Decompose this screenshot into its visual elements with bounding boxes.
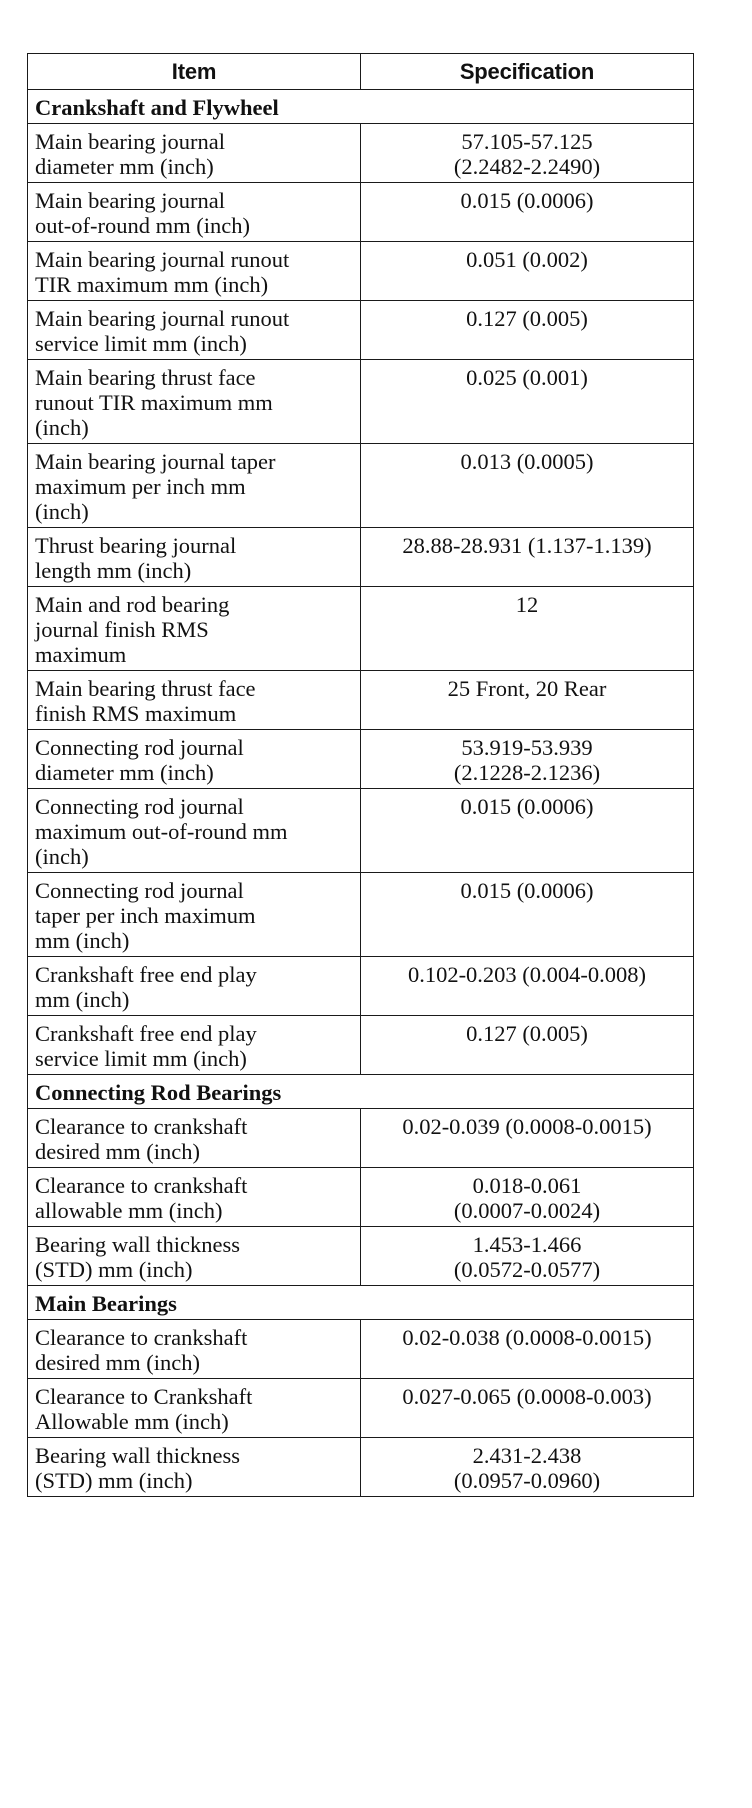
- item-cell: [28, 1320, 361, 1379]
- spec-line: 0.02-0.038 (0.0008-0.0015): [402, 1325, 652, 1350]
- item-cell: [28, 1379, 361, 1438]
- table-row: [28, 1168, 694, 1227]
- item-cell: [28, 1168, 361, 1227]
- item-cell: [28, 1438, 361, 1497]
- item-line: mm (inch): [35, 987, 130, 1012]
- item-cell: [28, 789, 361, 873]
- table-row: [28, 1438, 694, 1497]
- spec-line: 0.051 (0.002): [466, 247, 588, 272]
- item-line: Clearance to crankshaft: [35, 1114, 248, 1139]
- table-row: [28, 873, 694, 957]
- item-line: desired mm (inch): [35, 1139, 200, 1164]
- spec-cell: [361, 124, 694, 183]
- spec-line: 53.919-53.939: [461, 735, 593, 760]
- item-line: Main bearing thrust face: [35, 365, 256, 390]
- table-row: [28, 301, 694, 360]
- item-line: Main bearing journal runout: [35, 306, 290, 331]
- spec-line: 12: [515, 592, 539, 617]
- spec-cell: [361, 957, 694, 1016]
- item-cell: [28, 242, 361, 301]
- item-line: Main bearing journal taper: [35, 449, 276, 474]
- section-title: Crankshaft and Flywheel: [28, 90, 694, 124]
- section-title: Connecting Rod Bearings: [28, 1075, 694, 1109]
- spec-cell: [361, 587, 694, 671]
- table-row: [28, 1320, 694, 1379]
- item-line: Clearance to Crankshaft: [35, 1384, 253, 1409]
- item-line: finish RMS maximum: [35, 701, 237, 726]
- spec-line: 57.105-57.125: [461, 129, 593, 154]
- spec-line: 0.027-0.065 (0.0008-0.003): [402, 1384, 652, 1409]
- item-line: (inch): [35, 844, 89, 869]
- spec-cell: [361, 183, 694, 242]
- spec-line: 0.02-0.039 (0.0008-0.0015): [402, 1114, 652, 1139]
- spec-cell: [361, 360, 694, 444]
- item-line: Main bearing journal runout: [35, 247, 290, 272]
- spec-cell: [361, 730, 694, 789]
- spec-line: (0.0007-0.0024): [453, 1198, 601, 1223]
- spec-cell: [361, 528, 694, 587]
- spec-cell: [361, 242, 694, 301]
- item-line: Connecting rod journal: [35, 735, 244, 760]
- table-row: [28, 124, 694, 183]
- item-line: Bearing wall thickness: [35, 1232, 240, 1257]
- item-line: Clearance to crankshaft: [35, 1325, 248, 1350]
- spec-cell: [361, 1109, 694, 1168]
- item-line: taper per inch maximum: [35, 903, 256, 928]
- item-cell: [28, 587, 361, 671]
- header-specification: Specification: [361, 54, 694, 90]
- item-line: journal finish RMS: [35, 617, 209, 642]
- item-line: Main bearing journal: [35, 129, 225, 154]
- table-row: [28, 360, 694, 444]
- item-line: Bearing wall thickness: [35, 1443, 240, 1468]
- spec-line: 1.453-1.466: [472, 1232, 582, 1257]
- item-line: out-of-round mm (inch): [35, 213, 250, 238]
- spec-cell: [361, 1379, 694, 1438]
- item-line: Main bearing thrust face: [35, 676, 256, 701]
- item-cell: [28, 360, 361, 444]
- table-row: [28, 671, 694, 730]
- spec-cell: [361, 444, 694, 528]
- table-row: [28, 1109, 694, 1168]
- item-line: (inch): [35, 415, 89, 440]
- table-row: [28, 730, 694, 789]
- item-line: maximum per inch mm: [35, 474, 246, 499]
- item-line: service limit mm (inch): [35, 1046, 247, 1071]
- item-cell: [28, 1227, 361, 1286]
- table-row: [28, 957, 694, 1016]
- item-cell: [28, 183, 361, 242]
- spec-line: (0.0572-0.0577): [453, 1257, 601, 1282]
- table-body: [28, 90, 694, 1497]
- spec-line: 0.127 (0.005): [466, 1021, 588, 1046]
- item-line: length mm (inch): [35, 558, 192, 583]
- spec-line: 0.015 (0.0006): [460, 188, 594, 213]
- item-line: Thrust bearing journal: [35, 533, 237, 558]
- spec-cell: [361, 1438, 694, 1497]
- spec-line: 0.013 (0.0005): [460, 449, 594, 474]
- item-line: diameter mm (inch): [35, 760, 214, 785]
- item-line: TIR maximum mm (inch): [35, 272, 269, 297]
- table-row: [28, 444, 694, 528]
- table-row: [28, 242, 694, 301]
- spec-line: 0.015 (0.0006): [460, 794, 594, 819]
- item-cell: [28, 873, 361, 957]
- item-cell: [28, 528, 361, 587]
- item-cell: [28, 124, 361, 183]
- item-line: Main bearing journal: [35, 188, 225, 213]
- table-row: [28, 183, 694, 242]
- item-line: (inch): [35, 499, 89, 524]
- item-line: Crankshaft free end play: [35, 962, 257, 987]
- spec-cell: [361, 1320, 694, 1379]
- table-row: [28, 587, 694, 671]
- item-cell: [28, 301, 361, 360]
- spec-table: [27, 53, 694, 1497]
- spec-line: 0.015 (0.0006): [460, 878, 594, 903]
- item-line: Crankshaft free end play: [35, 1021, 257, 1046]
- spec-line: (2.1228-2.1236): [453, 760, 601, 785]
- spec-line: (2.2482-2.2490): [453, 154, 601, 179]
- item-line: Clearance to crankshaft: [35, 1173, 248, 1198]
- item-line: (STD) mm (inch): [35, 1257, 193, 1282]
- item-cell: [28, 671, 361, 730]
- section-row: [28, 1286, 694, 1320]
- item-cell: [28, 730, 361, 789]
- item-cell: [28, 1109, 361, 1168]
- spec-cell: [361, 1227, 694, 1286]
- spec-line: 0.018-0.061: [472, 1173, 582, 1198]
- item-line: allowable mm (inch): [35, 1198, 223, 1223]
- section-row: [28, 1075, 694, 1109]
- spec-cell: [361, 789, 694, 873]
- item-line: mm (inch): [35, 928, 130, 953]
- section-title: Main Bearings: [28, 1286, 694, 1320]
- item-line: diameter mm (inch): [35, 154, 214, 179]
- table-row: [28, 789, 694, 873]
- table-row: [28, 1227, 694, 1286]
- item-line: Connecting rod journal: [35, 878, 244, 903]
- item-line: Allowable mm (inch): [35, 1409, 229, 1434]
- spec-line: (0.0957-0.0960): [453, 1468, 601, 1493]
- item-cell: [28, 957, 361, 1016]
- spec-cell: [361, 671, 694, 730]
- spec-line: 0.102-0.203 (0.004-0.008): [407, 962, 647, 987]
- header-row: [28, 54, 694, 90]
- table-row: [28, 1379, 694, 1438]
- spec-cell: [361, 301, 694, 360]
- item-line: maximum: [35, 642, 127, 667]
- spec-cell: [361, 1168, 694, 1227]
- spec-sheet: [27, 53, 693, 1497]
- spec-cell: [361, 1016, 694, 1075]
- item-line: maximum out-of-round mm: [35, 819, 288, 844]
- item-line: Connecting rod journal: [35, 794, 244, 819]
- header-item: Item: [28, 54, 361, 90]
- item-line: Main and rod bearing: [35, 592, 230, 617]
- item-line: desired mm (inch): [35, 1350, 200, 1375]
- spec-line: 28.88-28.931 (1.137-1.139): [402, 533, 652, 558]
- item-line: service limit mm (inch): [35, 331, 247, 356]
- spec-cell: [361, 873, 694, 957]
- spec-line: 2.431-2.438: [472, 1443, 582, 1468]
- section-row: [28, 90, 694, 124]
- spec-line: 25 Front, 20 Rear: [447, 676, 607, 701]
- item-cell: [28, 444, 361, 528]
- table-row: [28, 528, 694, 587]
- table-row: [28, 1016, 694, 1075]
- spec-line: 0.025 (0.001): [466, 365, 588, 390]
- spec-line: 0.127 (0.005): [466, 306, 588, 331]
- item-line: (STD) mm (inch): [35, 1468, 193, 1493]
- item-line: runout TIR maximum mm: [35, 390, 273, 415]
- item-cell: [28, 1016, 361, 1075]
